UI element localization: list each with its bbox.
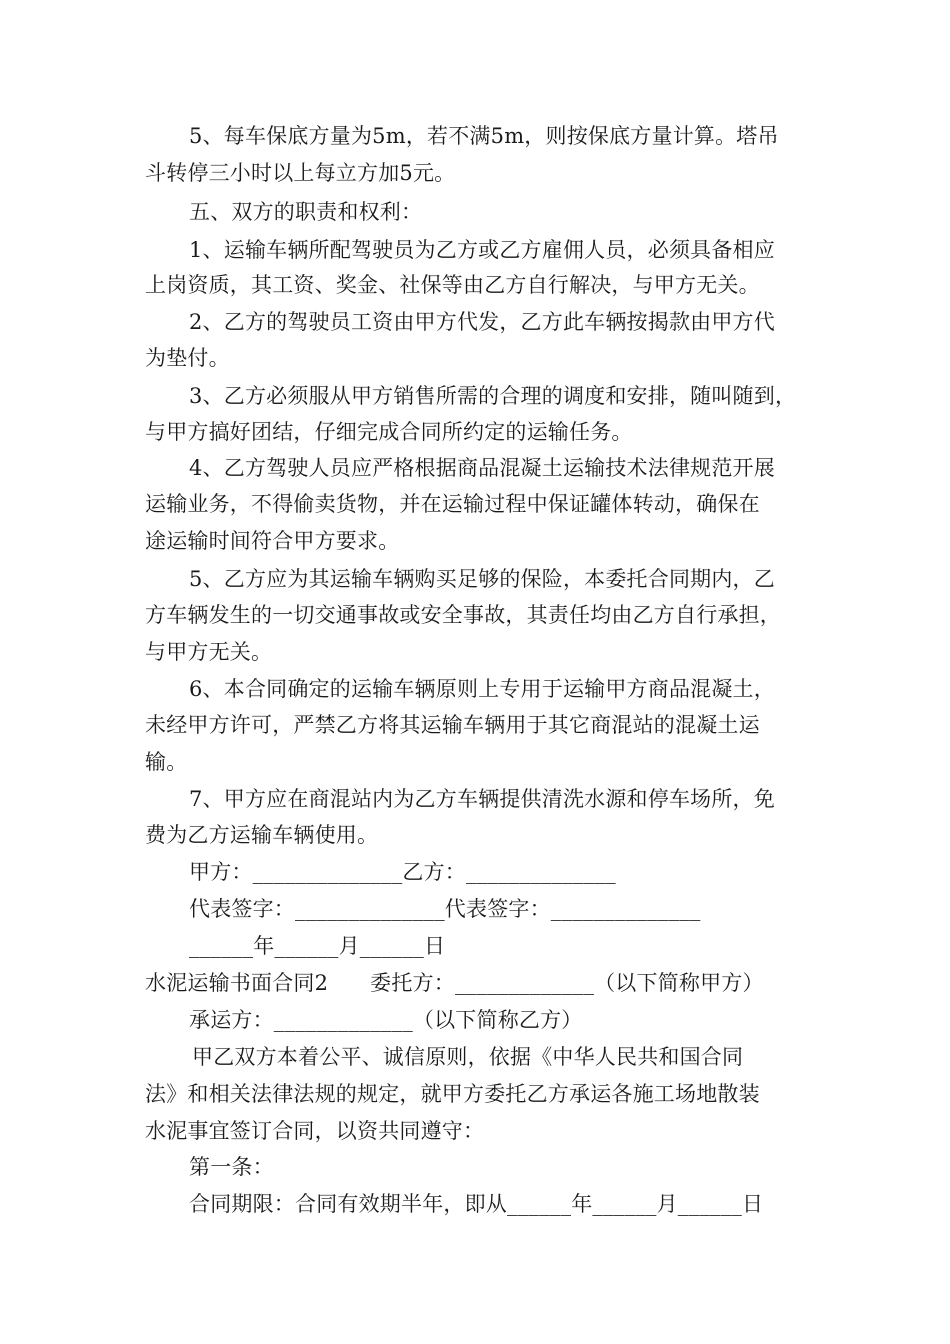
- text-line: 运输业务，不得偷卖货物，并在运输过程中保证罐体转动，确保在: [145, 492, 760, 516]
- text-line: 5、乙方应为其运输车辆购买足够的保险，本委托合同期内，乙: [189, 567, 775, 591]
- signature-date-line: ______年______月______日: [189, 934, 446, 958]
- text-line: 未经甲方许可，严禁乙方将其运输车辆用于其它商混站的混凝土运: [145, 713, 760, 737]
- signature-representative-line: 代表签字：______________代表签字：______________: [189, 897, 701, 921]
- text-line: 上岗资质，其工资、奖金、社保等由乙方自行解决，与甲方无关。: [145, 273, 760, 297]
- contract-title: 水泥运输书面合同2: [145, 971, 329, 995]
- section-heading: 五、双方的职责和权利：: [189, 200, 423, 224]
- text-line: 甲乙双方本着公平、诚信原则，依据《中华人民共和国合同: [192, 1045, 744, 1069]
- article-heading: 第一条：: [189, 1155, 274, 1179]
- text-line: 7、甲方应在商混站内为乙方车辆提供清洗水源和停车场所，免: [189, 787, 775, 811]
- text-line: 法》和相关法律法规的规定，就甲方委托乙方承运各施工场地散装: [145, 1082, 760, 1106]
- carrier-party-field: 承运方：_____________（以下简称乙方）: [189, 1008, 583, 1032]
- text-line: 为垫付。: [145, 346, 230, 370]
- contract-title-line: [145, 968, 764, 998]
- text-line: 1、运输车辆所配驾驶员为乙方或乙方雇佣人员，必须具备相应: [189, 238, 775, 262]
- text-line: 与甲方搞好团结，仔细完成合同所约定的运输任务。: [145, 420, 633, 444]
- text-line: 3、乙方必须服从甲方销售所需的合理的调度和安排，随叫随到，: [189, 384, 797, 408]
- text-line: 途运输时间符合甲方要求。: [145, 529, 400, 553]
- text-line: 斗转停三小时以上每立方加5元。: [145, 161, 456, 185]
- text-line: 输。: [145, 750, 188, 774]
- text-line: 与甲方无关。: [145, 640, 273, 664]
- text-line: 5、每车保底方量为5m，若不满5m，则按保底方量计算。塔吊: [189, 124, 779, 148]
- signature-party-line: 甲方：______________乙方：______________: [189, 860, 616, 884]
- text-line: 4、乙方驾驶人员应严格根据商品混凝土运输技术法律规范开展: [189, 456, 775, 480]
- text-line: 费为乙方运输车辆使用。: [145, 823, 379, 847]
- client-party-field: 委托方：_____________（以下简称甲方）: [370, 971, 764, 995]
- text-line: 水泥事宜签订合同，以资共同遵守：: [145, 1119, 485, 1143]
- text-line: 方车辆发生的一切交通事故或安全事故，其责任均由乙方自行承担，: [145, 603, 781, 627]
- text-line: 6、本合同确定的运输车辆原则上专用于运输甲方商品混凝土，: [189, 677, 775, 701]
- text-line: 2、乙方的驾驶员工资由甲方代发，乙方此车辆按揭款由甲方代: [189, 310, 775, 334]
- contract-term-line: 合同期限：合同有效期半年，即从______年______月______日: [189, 1192, 764, 1216]
